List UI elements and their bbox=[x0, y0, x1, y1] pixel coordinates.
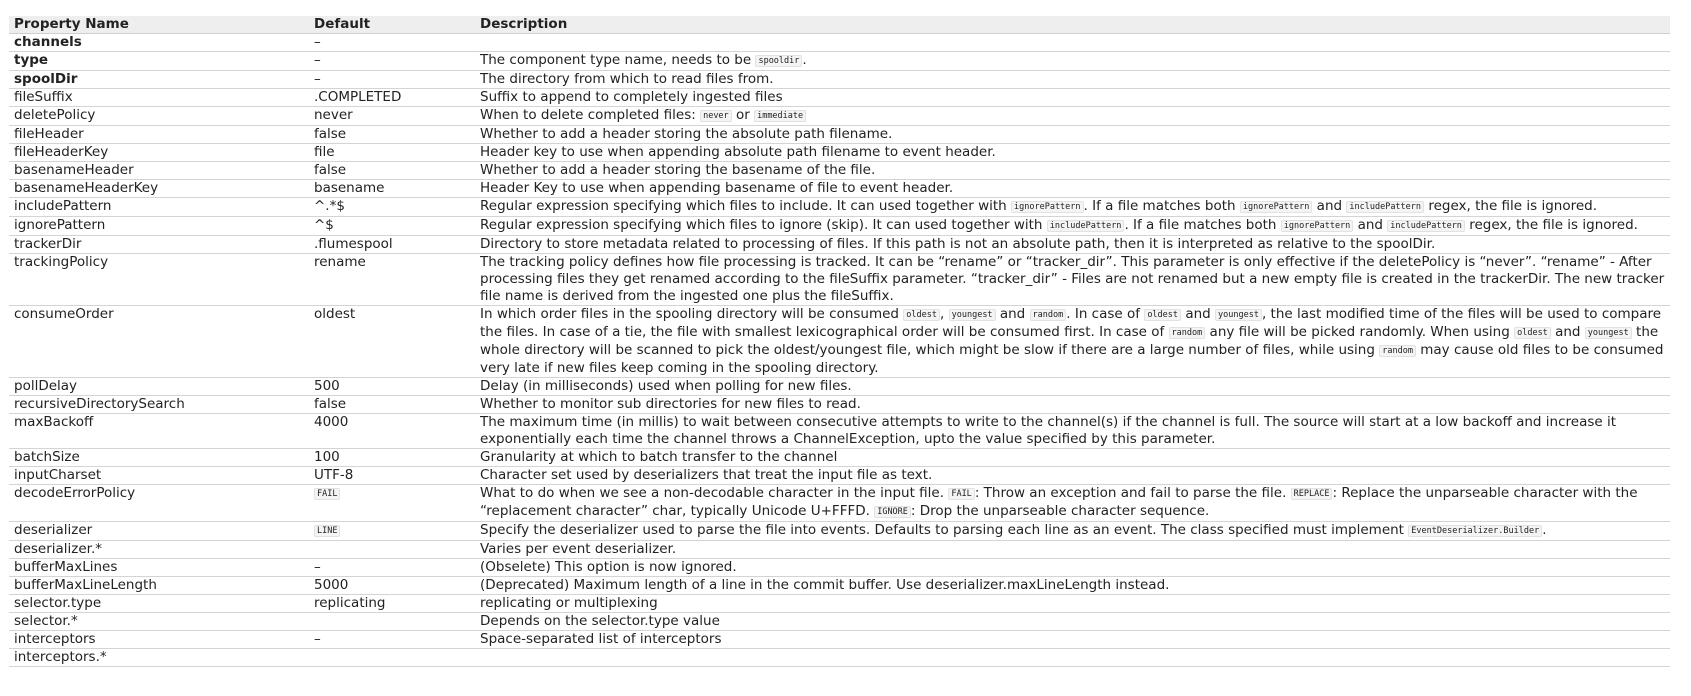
property-name: channels bbox=[9, 34, 309, 52]
property-description bbox=[475, 541, 1670, 559]
property-description bbox=[475, 89, 1670, 107]
table-row bbox=[9, 89, 1670, 107]
property-description bbox=[475, 126, 1670, 144]
description-text: Depends on the selector.type value bbox=[480, 613, 720, 629]
property-name: fileHeaderKey bbox=[9, 144, 309, 162]
table-row bbox=[9, 595, 1670, 613]
description-text: Whether to add a header storing the basename of the file. bbox=[480, 162, 876, 178]
property-default: – bbox=[309, 631, 475, 649]
inline-code: youngest bbox=[1585, 327, 1632, 339]
inline-code: includePattern bbox=[1387, 220, 1465, 232]
inline-code: FAIL bbox=[948, 488, 974, 500]
property-default: – bbox=[309, 559, 475, 577]
property-default: rename bbox=[309, 254, 475, 306]
description-text: Directory to store metadata related to processing of files. If this path is not an absolute path, then it is interpreted as relative to the spoolDir. bbox=[480, 236, 1436, 252]
description-text: Space-separated list of interceptors bbox=[480, 631, 722, 647]
property-description bbox=[475, 198, 1670, 217]
description-text: : Drop the unparseable character sequence. bbox=[910, 503, 1210, 519]
property-description bbox=[475, 649, 1670, 667]
property-default: never bbox=[309, 107, 475, 126]
table-row bbox=[9, 180, 1670, 198]
table-row bbox=[9, 559, 1670, 577]
property-description bbox=[475, 107, 1670, 126]
property-description bbox=[475, 236, 1670, 254]
property-name: interceptors.* bbox=[9, 649, 309, 667]
property-name: fileHeader bbox=[9, 126, 309, 144]
table-row bbox=[9, 217, 1670, 236]
property-name: interceptors bbox=[9, 631, 309, 649]
description-text: (Obselete) This option is now ignored. bbox=[480, 559, 737, 575]
description-text: . If a file matches both bbox=[1124, 217, 1281, 233]
description-text: , bbox=[940, 306, 949, 322]
property-name: trackerDir bbox=[9, 236, 309, 254]
property-description bbox=[475, 34, 1670, 52]
table-row bbox=[9, 254, 1670, 306]
property-description bbox=[475, 631, 1670, 649]
table-row bbox=[9, 71, 1670, 89]
description-text: . In case of bbox=[1066, 306, 1145, 322]
property-default: file bbox=[309, 144, 475, 162]
description-text: or bbox=[731, 107, 755, 123]
table-row bbox=[9, 126, 1670, 144]
inline-code: IGNORE bbox=[874, 506, 911, 518]
table-header-row bbox=[9, 16, 1670, 34]
property-description bbox=[475, 52, 1670, 71]
property-name: type bbox=[9, 52, 309, 71]
property-default: basename bbox=[309, 180, 475, 198]
table-row bbox=[9, 198, 1670, 217]
table-row bbox=[9, 649, 1670, 667]
property-name: basenameHeaderKey bbox=[9, 180, 309, 198]
inline-code: random bbox=[1030, 309, 1067, 321]
property-default bbox=[309, 541, 475, 559]
property-default: false bbox=[309, 162, 475, 180]
table-row bbox=[9, 107, 1670, 126]
table-row bbox=[9, 396, 1670, 414]
description-text: regex, the file is ignored. bbox=[1464, 217, 1638, 233]
table-row bbox=[9, 414, 1670, 449]
description-text: The component type name, needs to be bbox=[480, 52, 756, 68]
property-default: – bbox=[309, 34, 475, 52]
description-text: any file will be picked randomly. When using bbox=[1205, 324, 1515, 340]
property-name: pollDelay bbox=[9, 378, 309, 396]
inline-code: includePattern bbox=[1346, 201, 1424, 213]
description-text: In which order files in the spooling directory will be consumed bbox=[480, 306, 904, 322]
property-description bbox=[475, 577, 1670, 595]
property-default bbox=[309, 613, 475, 631]
property-description bbox=[475, 180, 1670, 198]
property-description bbox=[475, 71, 1670, 89]
description-text: and bbox=[1353, 217, 1388, 233]
property-description bbox=[475, 254, 1670, 306]
inline-code: ignorePattern bbox=[1011, 201, 1084, 213]
property-name: selector.type bbox=[9, 595, 309, 613]
description-text: Regular expression specifying which files to ignore (skip). It can used together with bbox=[480, 217, 1047, 233]
inline-code: spooldir bbox=[755, 55, 802, 67]
description-text: may cause old files to be consumed very late if new files keep coming in the spooling directory. bbox=[480, 342, 1664, 376]
table-row bbox=[9, 162, 1670, 180]
description-text: Delay (in milliseconds) used when polling for new files. bbox=[480, 378, 852, 394]
property-description bbox=[475, 162, 1670, 180]
property-description bbox=[475, 522, 1670, 541]
table-row bbox=[9, 236, 1670, 254]
property-description bbox=[475, 396, 1670, 414]
description-text: and bbox=[1181, 306, 1216, 322]
table-row bbox=[9, 485, 1670, 522]
property-description bbox=[475, 378, 1670, 396]
description-text: Whether to add a header storing the absolute path filename. bbox=[480, 126, 893, 142]
property-name: spoolDir bbox=[9, 71, 309, 89]
inline-code: EventDeserializer.Builder bbox=[1408, 525, 1542, 537]
description-text: The directory from which to read files from. bbox=[480, 71, 774, 87]
table-row bbox=[9, 577, 1670, 595]
table-row bbox=[9, 378, 1670, 396]
inline-code: oldest bbox=[903, 309, 940, 321]
description-text: the whole directory will be scanned to pick the oldest/youngest file, which might be slow if there are a large number of files, while using bbox=[480, 324, 1659, 358]
default-code: LINE bbox=[314, 525, 340, 537]
inline-code: never bbox=[700, 110, 732, 122]
property-default: replicating bbox=[309, 595, 475, 613]
property-default: 5000 bbox=[309, 577, 475, 595]
table-row bbox=[9, 541, 1670, 559]
description-text: and bbox=[1550, 324, 1585, 340]
description-text: The maximum time (in millis) to wait between consecutive attempts to write to the channel(s) if the channel is full. The source will start at a low backoff and increase it exponentially each time the channel throws a ChannelException, upto the value specified by this parameter. bbox=[480, 414, 1617, 447]
properties-table bbox=[9, 16, 1670, 667]
property-name: bufferMaxLines bbox=[9, 559, 309, 577]
inline-code: youngest bbox=[1215, 309, 1262, 321]
inline-code: REPLACE bbox=[1291, 488, 1333, 500]
description-text: . bbox=[1542, 522, 1547, 538]
property-name: includePattern bbox=[9, 198, 309, 217]
property-default: 100 bbox=[309, 449, 475, 467]
property-description bbox=[475, 449, 1670, 467]
property-name: bufferMaxLineLength bbox=[9, 577, 309, 595]
property-default: false bbox=[309, 126, 475, 144]
description-text: Specify the deserializer used to parse the file into events. Defaults to parsing each line as an event. The class specified must implement bbox=[480, 522, 1409, 538]
table-row bbox=[9, 631, 1670, 649]
description-text: replicating or multiplexing bbox=[480, 595, 658, 611]
description-text: When to delete completed files: bbox=[480, 107, 701, 123]
property-name: batchSize bbox=[9, 449, 309, 467]
inline-code: oldest bbox=[1514, 327, 1551, 339]
description-text: Granularity at which to batch transfer to the channel bbox=[480, 449, 838, 465]
property-description bbox=[475, 467, 1670, 485]
description-text: and bbox=[1312, 198, 1347, 214]
default-code: FAIL bbox=[314, 488, 340, 500]
description-text: and bbox=[995, 306, 1030, 322]
description-text: Character set used by deserializers that treat the input file as text. bbox=[480, 467, 933, 483]
property-description bbox=[475, 613, 1670, 631]
table-row bbox=[9, 306, 1670, 378]
description-text: : Throw an exception and fail to parse the file. bbox=[974, 485, 1291, 501]
table-row bbox=[9, 144, 1670, 162]
description-text: . If a file matches both bbox=[1083, 198, 1240, 214]
table-row bbox=[9, 34, 1670, 52]
description-text: Suffix to append to completely ingested files bbox=[480, 89, 783, 105]
table-row bbox=[9, 613, 1670, 631]
property-default: ^$ bbox=[309, 217, 475, 236]
property-name: deserializer.* bbox=[9, 541, 309, 559]
table-row bbox=[9, 52, 1670, 71]
property-name: fileSuffix bbox=[9, 89, 309, 107]
property-default: .flumespool bbox=[309, 236, 475, 254]
description-text: : Replace the unparseable character with the “replacement character” char, typically Unicode U+FFFD. bbox=[480, 485, 1638, 519]
header-description: Description bbox=[475, 16, 1670, 34]
description-text: , the last modified time of the files will be used to compare the files. In case of a tie, the file with smallest lexicographical order will be consumed first. In case of bbox=[480, 306, 1662, 340]
table-row bbox=[9, 467, 1670, 485]
property-default: – bbox=[309, 71, 475, 89]
property-name: consumeOrder bbox=[9, 306, 309, 378]
header-default: Default bbox=[309, 16, 475, 34]
property-name: deletePolicy bbox=[9, 107, 309, 126]
description-text: What to do when we see a non-decodable character in the input file. bbox=[480, 485, 949, 501]
inline-code: ignorePattern bbox=[1281, 220, 1354, 232]
property-default: false bbox=[309, 396, 475, 414]
description-text: Regular expression specifying which files to include. It can used together with bbox=[480, 198, 1011, 214]
description-text: regex, the file is ignored. bbox=[1424, 198, 1598, 214]
inline-code: youngest bbox=[949, 309, 996, 321]
property-description bbox=[475, 414, 1670, 449]
property-name: selector.* bbox=[9, 613, 309, 631]
property-default: 4000 bbox=[309, 414, 475, 449]
property-name: maxBackoff bbox=[9, 414, 309, 449]
inline-code: ignorePattern bbox=[1240, 201, 1313, 213]
property-default bbox=[309, 649, 475, 667]
property-description bbox=[475, 217, 1670, 236]
property-description bbox=[475, 595, 1670, 613]
property-default: UTF-8 bbox=[309, 467, 475, 485]
property-name: deserializer bbox=[9, 522, 309, 541]
inline-code: includePattern bbox=[1047, 220, 1125, 232]
property-name: basenameHeader bbox=[9, 162, 309, 180]
property-name: recursiveDirectorySearch bbox=[9, 396, 309, 414]
description-text: Varies per event deserializer. bbox=[480, 541, 677, 557]
property-name: inputCharset bbox=[9, 467, 309, 485]
property-description bbox=[475, 559, 1670, 577]
table-row bbox=[9, 449, 1670, 467]
header-property-name: Property Name bbox=[9, 16, 309, 34]
property-default: 500 bbox=[309, 378, 475, 396]
description-text: Header Key to use when appending basename of file to event header. bbox=[480, 180, 954, 196]
property-description bbox=[475, 306, 1670, 378]
description-text: Header key to use when appending absolute path filename to event header. bbox=[480, 144, 996, 160]
description-text: Whether to monitor sub directories for new files to read. bbox=[480, 396, 861, 412]
property-default bbox=[309, 522, 475, 541]
inline-code: immediate bbox=[754, 110, 806, 122]
table-body bbox=[9, 34, 1670, 667]
property-default: ^.*$ bbox=[309, 198, 475, 217]
inline-code: oldest bbox=[1144, 309, 1181, 321]
property-description bbox=[475, 144, 1670, 162]
property-name: decodeErrorPolicy bbox=[9, 485, 309, 522]
property-default: oldest bbox=[309, 306, 475, 378]
description-text: (Deprecated) Maximum length of a line in the commit buffer. Use deserializer.maxLineLength instead. bbox=[480, 577, 1170, 593]
property-default: .COMPLETED bbox=[309, 89, 475, 107]
inline-code: random bbox=[1379, 345, 1416, 357]
property-name: trackingPolicy bbox=[9, 254, 309, 306]
description-text: The tracking policy defines how file processing is tracked. It can be “rename” or “tracker_dir”. This parameter is only effective if the deletePolicy is “never”. “rename” - After processing files they get renamed according to the fileSuffix parameter. “tracker_dir” - Files are not renamed but a new empty file is created in the trackerDir. The new tracker file name is derived from the ingested one plus the fileSuffix. bbox=[480, 254, 1665, 304]
property-default: – bbox=[309, 52, 475, 71]
table-row bbox=[9, 522, 1670, 541]
description-text: . bbox=[802, 52, 807, 68]
property-name: ignorePattern bbox=[9, 217, 309, 236]
inline-code: random bbox=[1169, 327, 1206, 339]
property-default bbox=[309, 485, 475, 522]
property-description bbox=[475, 485, 1670, 522]
